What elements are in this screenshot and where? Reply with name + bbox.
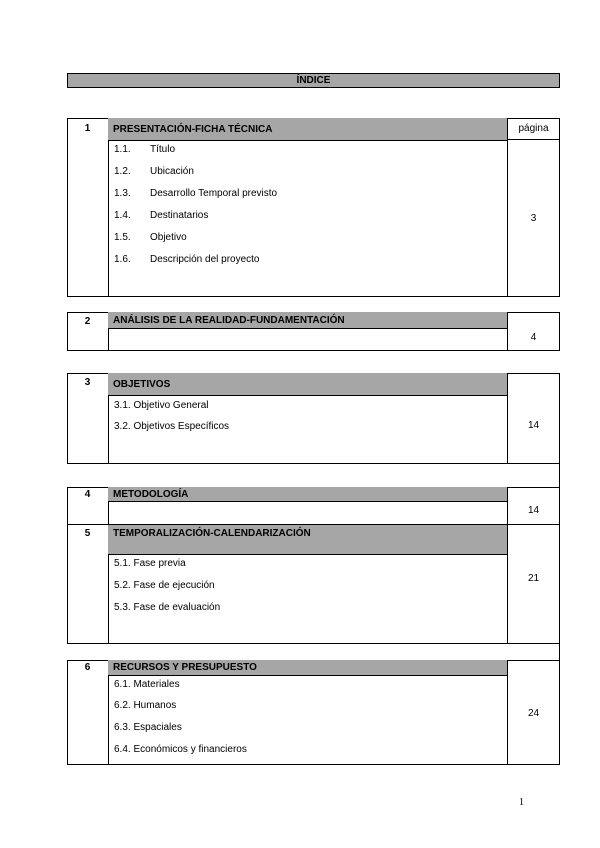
section-heading: RECURSOS Y PRESUPUESTO — [108, 660, 507, 676]
divider — [108, 487, 109, 644]
section-page-number: 3 — [530, 212, 537, 224]
item-label: 6.1. Materiales — [114, 679, 180, 690]
section-heading: TEMPORALIZACIÓN-CALENDARIZACIÓN — [108, 525, 507, 555]
item-label: 5.1. Fase previa — [114, 558, 186, 569]
item-label: Objetivo — [150, 232, 187, 243]
item-label: 3.2. Objetivos Específicos — [114, 421, 230, 432]
section-heading: METODOLOGÍA — [108, 487, 507, 502]
index-title: ÍNDICE — [67, 73, 560, 88]
footer-page-number: 1 — [519, 797, 524, 808]
section-heading: OBJETIVOS — [108, 373, 507, 396]
section-1-frame — [67, 118, 560, 297]
item-label: 6.3. Espaciales — [114, 722, 182, 733]
item-label: 5.3. Fase de evaluación — [114, 602, 221, 613]
separator-strip — [67, 643, 560, 661]
item-number: 1.3. — [114, 188, 131, 199]
section-heading: PRESENTACIÓN-FICHA TÉCNICA — [108, 118, 507, 141]
item-label: Descripción del proyecto — [150, 254, 260, 265]
section-heading: ANÁLISIS DE LA REALIDAD-FUNDAMENTACIÓN — [108, 312, 507, 329]
section-page-number: 14 — [527, 504, 540, 516]
item-label: Título — [150, 144, 176, 155]
item-number: 1.6. — [114, 254, 131, 265]
item-label: Ubicación — [150, 166, 194, 177]
item-number: 1.4. — [114, 210, 131, 221]
page-column-header: página — [508, 118, 559, 140]
section-number: 5 — [84, 527, 91, 539]
item-label: 5.2. Fase de ejecución — [114, 580, 215, 591]
item-label: 6.2. Humanos — [114, 700, 177, 711]
item-number: 1.2. — [114, 166, 131, 177]
section-number: 2 — [84, 315, 91, 327]
section-page-number: 4 — [530, 331, 537, 343]
section-number: 1 — [84, 122, 91, 134]
section-page-number: 14 — [527, 420, 540, 431]
item-number: 1.5. — [114, 232, 131, 243]
section-page-number: 21 — [527, 572, 540, 584]
item-label: Desarrollo Temporal previsto — [150, 188, 278, 199]
divider — [108, 118, 109, 297]
section-page-number: 24 — [527, 708, 540, 719]
item-label: 6.4. Económicos y financieros — [114, 744, 247, 755]
separator-strip — [67, 463, 560, 488]
section-number: 3 — [84, 376, 91, 388]
item-label: 3.1. Objetivo General — [114, 400, 209, 411]
item-number: 1.1. — [114, 144, 131, 155]
section-number: 6 — [84, 662, 91, 673]
section-number: 4 — [84, 489, 91, 500]
item-label: Destinatarios — [150, 210, 209, 221]
